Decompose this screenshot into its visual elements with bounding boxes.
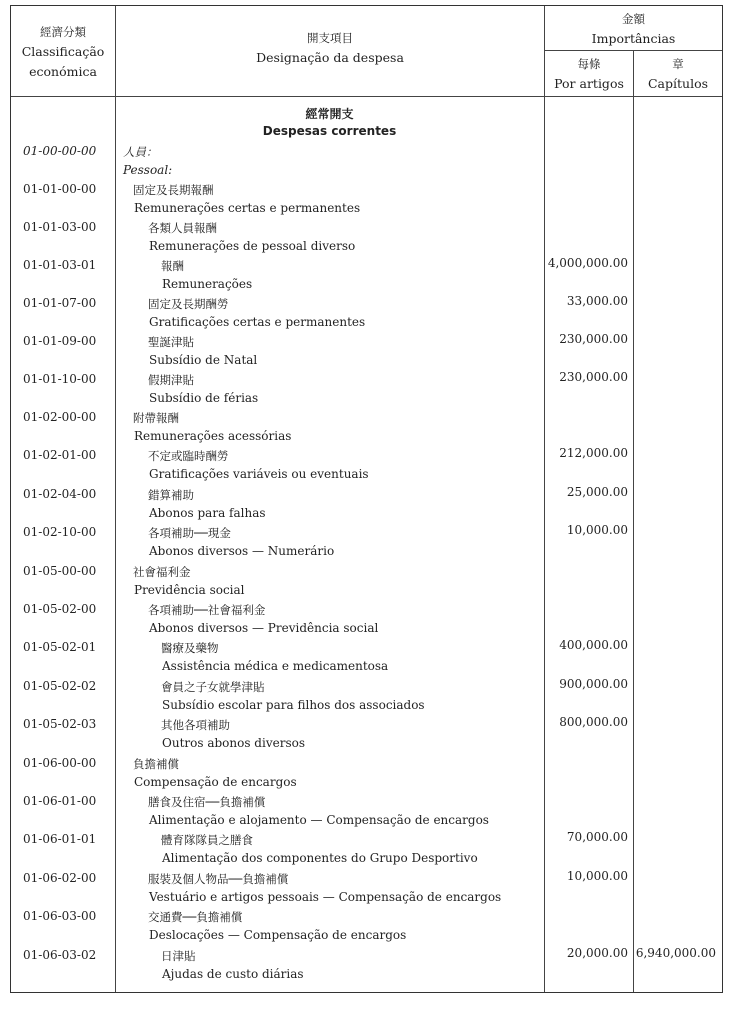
row-label-pt: Deslocações — Compensação de encargos [149, 928, 407, 942]
column-divider [115, 6, 116, 992]
header-divider [11, 96, 722, 97]
row-code: 01-01-00-00 [23, 182, 97, 196]
row-label-pt: Remunerações certas e permanentes [134, 201, 361, 215]
row-code: 01-02-01-00 [23, 448, 97, 462]
row-label-pt: Remunerações acessórias [134, 429, 292, 443]
row-label-zh: 各類人員報酬 [148, 221, 217, 235]
row-label-pt: Outros abonos diversos [162, 736, 305, 750]
row-label-zh: 社會福利金 [133, 565, 191, 579]
row-label-pt: Ajudas de custo diárias [162, 967, 304, 981]
row-label-zh: 膳食及住宿──負擔補償 [148, 795, 266, 809]
row-amount-artigos: 20,000.00 [566, 946, 628, 960]
row-label-zh: 負擔補償 [133, 757, 179, 771]
row-label-zh: 不定或臨時酬勞 [148, 449, 229, 463]
row-label-zh: 假期津貼 [148, 373, 194, 387]
row-amount-artigos: 10,000.00 [566, 869, 628, 883]
row-amount-artigos: 230,000.00 [559, 332, 628, 346]
row-label-pt: Subsídio de férias [149, 391, 259, 405]
row-label-zh: 各項補助──現金 [148, 526, 231, 540]
row-amount-artigos: 230,000.00 [559, 370, 628, 384]
row-label-zh: 錯算補助 [148, 488, 194, 502]
row-code: 01-01-09-00 [23, 334, 97, 348]
row-code: 01-05-02-03 [23, 717, 97, 731]
row-amount-artigos: 900,000.00 [559, 677, 628, 691]
row-label-zh: 固定及長期酬勞 [148, 297, 229, 311]
row-code: 01-01-10-00 [23, 372, 97, 386]
row-code: 01-01-07-00 [23, 296, 97, 310]
row-code: 01-06-02-00 [23, 871, 97, 885]
row-amount-artigos: 25,000.00 [566, 485, 628, 499]
row-label-zh: 聖誕津貼 [148, 335, 194, 349]
row-label-zh: 各項補助──社會福利金 [148, 603, 266, 617]
row-code: 01-06-01-00 [23, 794, 97, 808]
row-amount-artigos: 70,000.00 [566, 830, 628, 844]
row-label-zh: 人員： [123, 145, 158, 159]
column-divider [633, 50, 634, 992]
row-label-pt: Assistência médica e medicamentosa [162, 659, 389, 673]
column-divider [544, 6, 545, 992]
row-label-pt: Gratificações certas e permanentes [149, 315, 366, 329]
row-code: 01-05-00-00 [23, 564, 97, 578]
row-label-zh: 其他各項補助 [161, 718, 230, 732]
row-label-zh: 附帶報酬 [133, 411, 179, 425]
row-amount-artigos: 212,000.00 [559, 446, 628, 460]
header-capitulos: 章 Capítulos [647, 57, 709, 91]
row-label-pt: Abonos diversos — Numerário [149, 544, 335, 558]
row-label-pt: Subsídio escolar para filhos dos associados [162, 698, 425, 712]
row-amount-artigos: 33,000.00 [566, 294, 628, 308]
header-amounts: 金額 Importâncias [591, 12, 676, 46]
row-label-pt: Vestuário e artigos pessoais — Compensação de encargos [149, 890, 502, 904]
row-code: 01-05-02-02 [23, 679, 97, 693]
row-label-pt: Abonos diversos — Previdência social [149, 621, 379, 635]
row-code: 01-05-02-01 [23, 640, 97, 654]
row-code: 01-02-04-00 [23, 487, 97, 501]
row-code: 01-02-00-00 [23, 410, 97, 424]
budget-table [10, 5, 723, 993]
row-label-pt: Alimentação e alojamento — Compensação de encargos [149, 813, 489, 827]
row-amount-artigos: 10,000.00 [566, 523, 628, 537]
section-title-zh: 經常開支 [305, 107, 354, 121]
row-label-pt: Remunerações [162, 277, 253, 291]
row-label-pt: Gratificações variáveis ou eventuais [149, 467, 369, 481]
row-code: 01-06-03-00 [23, 909, 97, 923]
row-code: 01-06-00-00 [23, 756, 97, 770]
row-label-zh: 會員之子女就學津貼 [161, 680, 265, 694]
row-amount-artigos: 800,000.00 [559, 715, 628, 729]
row-label-pt: Previdência social [134, 583, 245, 597]
row-label-zh: 交通費──負擔補償 [148, 910, 243, 924]
row-label-zh: 固定及長期報酬 [133, 183, 214, 197]
header-designation: 開支項目 Designação da despesa [256, 31, 404, 65]
row-code: 01-01-03-00 [23, 220, 97, 234]
header-classification: 經濟分類 Classificação económica [21, 25, 105, 79]
row-label-zh: 日津貼 [161, 949, 196, 963]
header-subdivider [544, 50, 722, 51]
row-label-pt: Remunerações de pessoal diverso [149, 239, 356, 253]
row-amount-artigos: 400,000.00 [559, 638, 628, 652]
row-label-zh: 醫療及藥物 [161, 641, 219, 655]
row-code: 01-02-10-00 [23, 525, 97, 539]
row-code: 01-06-03-02 [23, 948, 97, 962]
row-label-pt: Alimentação dos componentes do Grupo Desportivo [162, 851, 478, 865]
row-label-zh: 報酬 [161, 259, 184, 273]
row-code: 01-05-02-00 [23, 602, 97, 616]
row-amount-capitulos: 6,940,000.00 [635, 946, 716, 960]
row-label-pt: Compensação de encargos [134, 775, 297, 789]
row-label-pt: Pessoal: [123, 163, 173, 177]
row-label-zh: 體育隊隊員之膳食 [161, 833, 253, 847]
row-code: 01-01-03-01 [23, 258, 97, 272]
row-amount-artigos: 4,000,000.00 [547, 256, 628, 270]
section-title-pt: Despesas correntes [262, 124, 397, 138]
row-label-pt: Subsídio de Natal [149, 353, 258, 367]
row-code: 01-00-00-00 [23, 144, 97, 158]
row-label-zh: 服裝及個人物品──負擔補償 [148, 872, 289, 886]
row-label-pt: Abonos para falhas [149, 506, 266, 520]
row-code: 01-06-01-01 [23, 832, 97, 846]
header-por-artigos: 每條 Por artigos [554, 57, 624, 91]
